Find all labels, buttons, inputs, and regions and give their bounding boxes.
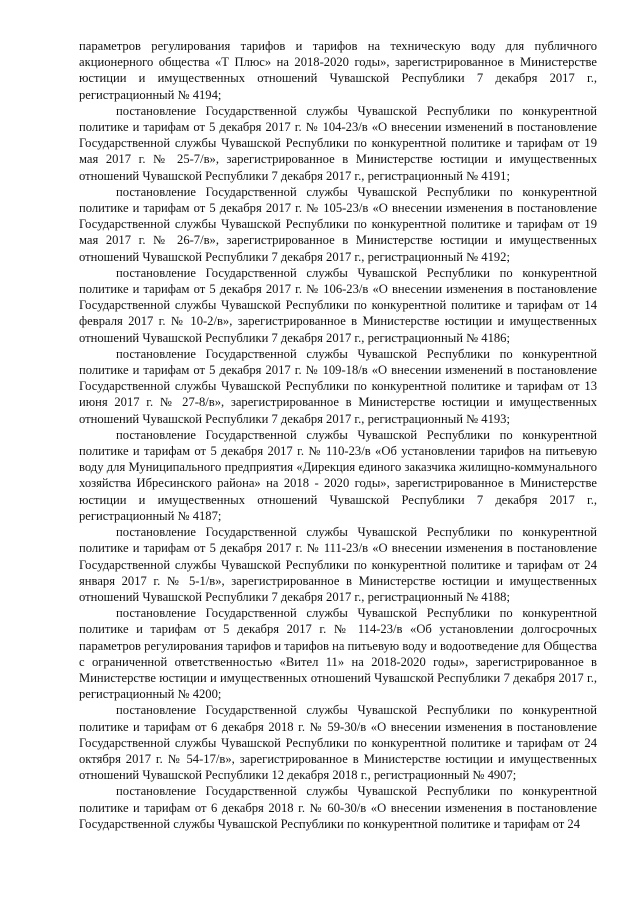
paragraph-resolution-109-18: постановление Государственной службы Чувашской Республики по конкурентной политике и тарифам от 5 декабря 2017 г. № 109-18/в «О внесении изменений в постановление Государственной службы Чувашской Республики по конкурентной политике и тарифам от 13 июня 2017 г. № 27-8/в», зарегистрированное в Министерстве юстиции и имущественных отношений Чувашской Республики 7 декабря 2017 г., регистрационный № 4193; — [79, 346, 597, 426]
paragraph-continuation: параметров регулирования тарифов и тарифов на техническую воду для публичного акционерного общества «Т Плюс» на 2018-2020 годы», зарегистрированное в Министерстве юстиции и имущественных отношений Чувашской Республики 7 декабря 2017 г., регистрационный № 4194; — [79, 39, 597, 102]
paragraph-resolution-59-30: постановление Государственной службы Чувашской Республики по конкурентной политике и тарифам от 6 декабря 2018 г. № 59-30/в «О внесении изменения в постановление Государственной службы Чувашской Республики по конкурентной политике и тарифам от 24 октября 2017 г. № 54-17/в», зарегистрированное в Министерстве юстиции и имущественных отношений Чувашской Республики 12 декабря 2018 г., регистрационный № 4907; — [79, 703, 597, 783]
paragraph-resolution-60-30: постановление Государственной службы Чувашской Республики по конкурентной политике и тарифам от 6 декабря 2018 г. № 60-30/в «О внесении изменения в постановление Государственной службы Чувашской Республики по конкурентной политике и тарифам от 24 — [79, 784, 597, 831]
paragraph-resolution-114-23: постановление Государственной службы Чувашской Республики по конкурентной политике и тарифам от 5 декабря 2017 г. № 114-23/в «Об установлении долгосрочных параметров регулирования тарифов и тарифов на питьевую воду и водоотведение для Общества с ограниченной ответственностью «Вител 11» на 2018-2020 годы», зарегистрированное в Министерстве юстиции и имущественных отношений Чувашской Республики 7 декабря 2017 г., регистрационный № 4200; — [79, 606, 597, 702]
paragraph-resolution-104-23: постановление Государственной службы Чувашской Республики по конкурентной политике и тарифам от 5 декабря 2017 г. № 104-23/в «О внесении изменений в постановление Государственной службы Чувашской Республики по конкурентной политике и тарифам от 19 мая 2017 г. № 25-7/в», зарегистрированное в Министерстве юстиции и имущественных отношений Чувашской Республики 7 декабря 2017 г., регистрационный № 4191; — [79, 103, 597, 183]
document-page — [79, 38, 597, 832]
paragraph-resolution-111-23: постановление Государственной службы Чувашской Республики по конкурентной политике и тарифам от 5 декабря 2017 г. № 111-23/в «О внесении изменения в постановление Государственной службы Чувашской Республики по конкурентной политике и тарифам от 24 января 2017 г. № 5-1/в», зарегистрированное в Министерстве юстиции и имущественных отношений Чувашской Республики 7 декабря 2017 г., регистрационный № 4188; — [79, 525, 597, 604]
paragraph-resolution-106-23: постановление Государственной службы Чувашской Республики по конкурентной политике и тарифам от 5 декабря 2017 г. № 106-23/в «О внесении изменения в постановление Государственной службы Чувашской Республики по конкурентной политике и тарифам от 14 февраля 2017 г. № 10-2/в», зарегистрированное в Министерстве юстиции и имущественных отношений Чувашской Республики 7 декабря 2017 г., регистрационный № 4186; — [79, 265, 597, 345]
paragraph-resolution-110-23: постановление Государственной службы Чувашской Республики по конкурентной политике и тарифам от 5 декабря 2017 г. № 110-23/в «Об установлении тарифов на питьевую воду для Муниципального предприятия «Дирекция единого заказчика жилищно-коммунального хозяйства Ибресинского района» на 2018 - 2020 годы», зарегистрированное в Министерстве юстиции и имущественных отношений Чувашской Республики 7 декабря 2017 г., регистрационный № 4187; — [79, 427, 597, 523]
paragraph-resolution-105-23: постановление Государственной службы Чувашской Республики по конкурентной политике и тарифам от 5 декабря 2017 г. № 105-23/в «О внесении изменения в постановление Государственной службы Чувашской Республики по конкурентной политике и тарифам от 19 мая 2017 г. № 26-7/в», зарегистрированное в Министерстве юстиции и имущественных отношений Чувашской Республики 7 декабря 2017 г., регистрационный № 4192; — [79, 184, 597, 264]
